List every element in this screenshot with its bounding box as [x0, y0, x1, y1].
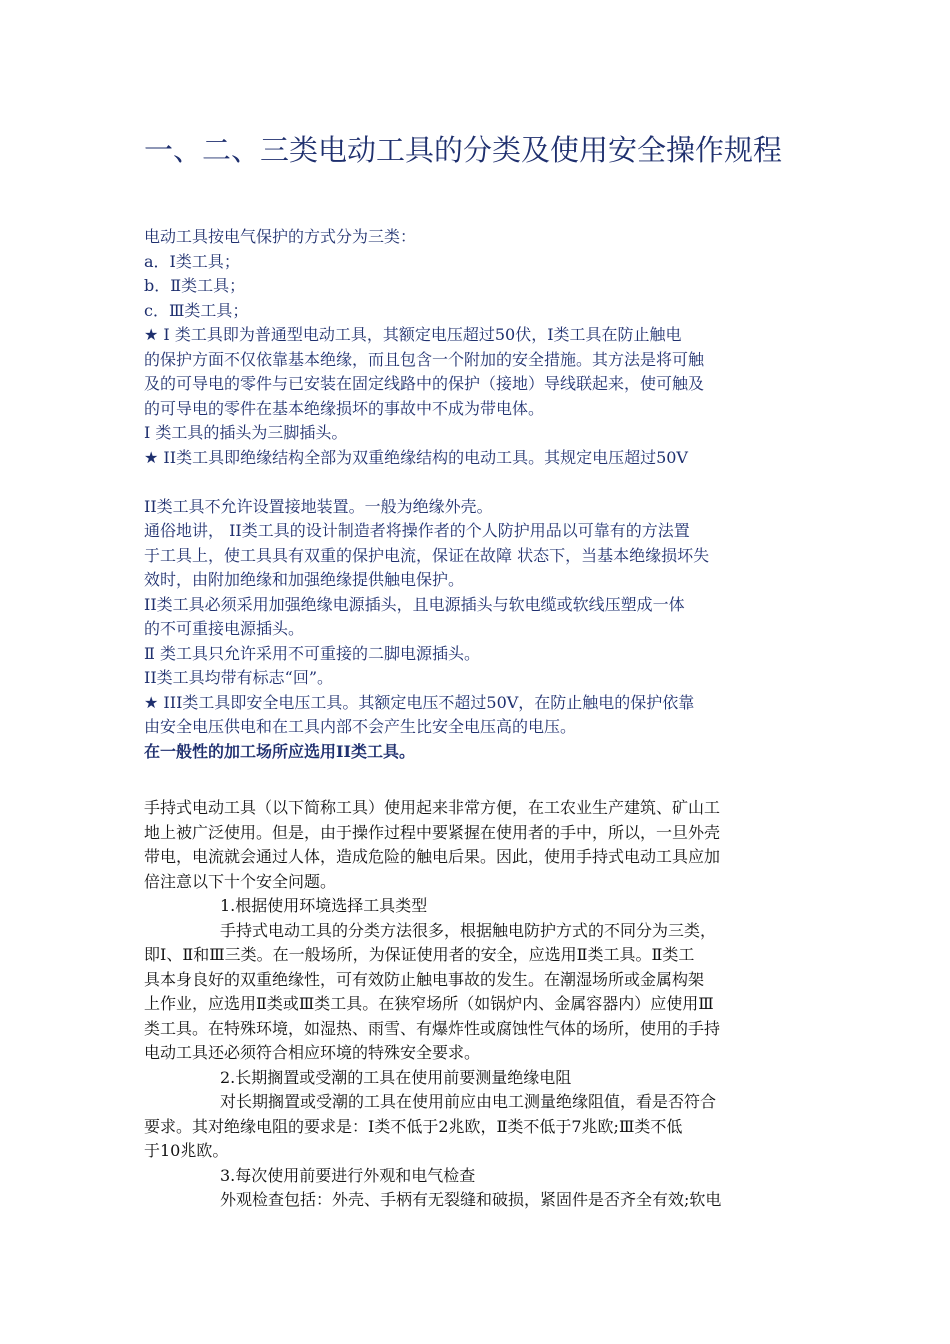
text-line: 电动工具按电气保护的方式分为三类： [144, 227, 417, 246]
text-line: II类工具必须采用加强绝缘电源插头，且电源插头与软电缆或软线压塑成一体 [144, 594, 685, 614]
blank-line [144, 470, 809, 495]
text-line: 的不可重接电源插头。 [144, 619, 305, 638]
text-line: 的保护方面不仅依靠基本绝缘，而且包含一个附加的安全措施。其方法是将可触 [144, 349, 705, 369]
text-line: 效时，由附加绝缘和加强绝缘提供触电保护。 [144, 570, 465, 589]
text-line: 电动工具还必须符合相应环境的特殊安全要求。 [144, 1043, 481, 1062]
text-line: 的可导电的零件在基本绝缘损坏的事故中不成为带电体。 [144, 398, 545, 418]
text-line: 由安全电压供电和在工具内部不会产生比安全电压高的电压。 [144, 717, 577, 736]
section-heading: 2.长期搁置或受潮的工具在使用前要测量绝缘电阻 [220, 1067, 572, 1087]
text-line: 地上被广泛使用。但是，由于操作过程中要紧握在使用者的手中，所以，一旦外壳 [144, 822, 721, 842]
text-line: 具本身良好的双重绝缘性，可有效防止触电事故的发生。在潮湿场所或金属构架 [144, 969, 705, 989]
blue-section [144, 225, 809, 764]
text-line: Ⅰ 类工具的插头为三脚插头。 [144, 423, 348, 442]
text-line: II类工具均带有标志“回”。 [144, 668, 334, 687]
bold-conclusion: 在一般性的加工场所应选用II类工具。 [144, 741, 415, 761]
text-line: ★ II类工具即绝缘结构全部为双重绝缘结构的电动工具。其规定电压超过50V [144, 447, 688, 467]
text-line: 要求。其对绝缘电阻的要求是：Ⅰ类不低于2兆欧，Ⅱ类不低于7兆欧;Ⅲ类不低 [144, 1116, 683, 1136]
text-line: 外观检查包括：外壳、手柄有无裂缝和破损，紧固件是否齐全有效;软电 [220, 1190, 722, 1209]
black-section [144, 796, 809, 1213]
text-line: 手持式电动工具（以下简称工具）使用起来非常方便，在工农业生产建筑、矿山工 [144, 798, 721, 817]
text-line: 倍注意以下十个安全问题。 [144, 871, 337, 891]
text-line: b．Ⅱ类工具； [144, 276, 246, 295]
text-line: 手持式电动工具的分类方法很多，根据触电防护方式的不同分为三类， [220, 920, 717, 940]
text-line: II类工具不允许设置接地装置。一般为绝缘外壳。 [144, 496, 493, 516]
text-line: 上作业，应选用Ⅱ类或Ⅲ类工具。在狭窄场所（如锅炉内、金属容器内）应使用Ⅲ [144, 994, 714, 1013]
text-line: 于工具上，使工具具有双重的保护电流，保证在故障 状态下，当基本绝缘损坏失 [144, 545, 710, 565]
text-line: ★ Ⅰ 类工具即为普通型电动工具，其额定电压超过50伏，Ⅰ类工具在防止触电 [144, 325, 682, 344]
text-line: 对长期搁置或受潮的工具在使用前应由电工测量绝缘阻值，看是否符合 [220, 1092, 717, 1111]
page-title: 一、二、三类电动工具的分类及使用安全操作规程 [144, 133, 783, 167]
text-line: 类工具。在特殊环境，如湿热、雨雪、有爆炸性或腐蚀性气体的场所，使用的手持 [144, 1018, 721, 1038]
text-line: c．Ⅲ类工具； [144, 300, 249, 320]
text-line: 带电，电流就会通过人体，造成危险的触电后果。因此，使用手持式电动工具应加 [144, 847, 721, 866]
text-line: 通俗地讲， II类工具的设计制造者将操作者的个人防护用品以可靠有的方法置 [144, 521, 690, 540]
text-line: 即Ⅰ、Ⅱ和Ⅲ三类。在一般场所，为保证使用者的安全，应选用Ⅱ类工具。Ⅱ类工 [144, 945, 695, 964]
section-heading: 1.根据使用环境选择工具类型 [220, 896, 428, 915]
section-heading: 3.每次使用前要进行外观和电气检查 [220, 1165, 476, 1185]
text-line: ★ III类工具即安全电压工具。其额定电压不超过50V，在防止触电的保护依靠 [144, 692, 695, 712]
text-line: Ⅱ 类工具只允许采用不可重接的二脚电源插头。 [144, 643, 480, 663]
text-line: 及的可导电的零件与已安装在固定线路中的保护（接地）导线联起来，使可触及 [144, 374, 705, 393]
text-line: 于10兆欧。 [144, 1141, 229, 1160]
text-line: a．Ⅰ类工具； [144, 251, 240, 271]
